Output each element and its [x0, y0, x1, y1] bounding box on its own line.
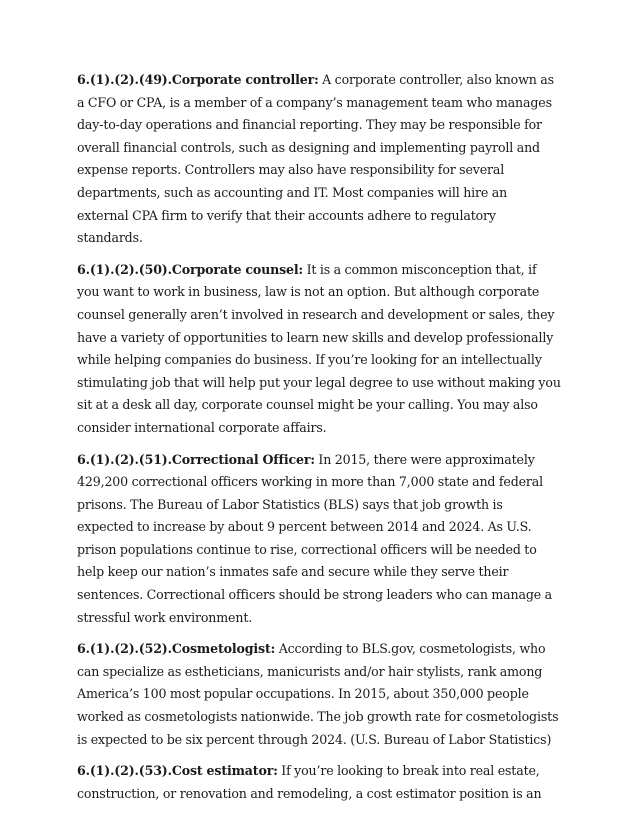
section-heading: 6.(1).(2).(49).Corporate controller: — [77, 72, 319, 87]
section-heading: 6.(1).(2).(52).Cosmetologist: — [77, 641, 276, 657]
section-body: In 2015, there were approximately 429,200 correctional officers working in more than 7,000 state and federal prisons. The Bureau of Labor Statistics (BLS) says that job growth is expected to increase by about 9 percent between 2014 and 2024. As U.S. prison populations continue to rise, correctional officers will be needed to help keep our nation’s inmates safe and secure while they serve their sentences. Correctional officers should be strong leaders who can manage a stressful work environment. — [77, 451, 552, 625]
section-cosmetologist — [77, 638, 561, 751]
section-corporate-counsel — [77, 259, 561, 440]
section-body: If you’re looking to break into real estate, construction, or renovation and remodeling, a cost estimator position is an — [77, 763, 542, 801]
section-body: According to BLS.gov, cosmetologists, who can specialize as estheticians, manicurists and/or hair stylists, rank among America’s 100 most popular occupations. In 2015, about 350,000 people worked as cosmetologists nationwide. The job growth rate for cosmetologists is expected to be six percent through 2024. (U.S. Bureau of Labor Statistics) — [77, 641, 559, 747]
section-body: A corporate controller, also known as a CFO or CPA, is a member of a company’s management team who manages day-to-day operations and financial reporting. They may be responsible for overall financial controls, such as designing and implementing payroll and expense reports. Controllers may also have responsibility for several departments, such as accounting and IT. Most companies will hire an external CPA firm to verify that their accounts adhere to regulatory standards. — [77, 72, 554, 246]
section-body: It is a common misconception that, if you want to work in business, law is not an option. But although corporate counsel generally aren’t involved in research and development or sales, they have a variety of opportunities to learn new skills and develop professionally while helping companies do business. If you’re looking for an intellectually stimulating job that will help put your legal degree to use without making you sit at a desk all day, corporate counsel might be your calling. You may also consider international corporate affairs. — [77, 261, 561, 435]
section-heading: 6.(1).(2).(51).Correctional Officer: — [77, 451, 315, 467]
section-heading: 6.(1).(2).(53).Cost estimator: — [77, 763, 278, 779]
section-heading: 6.(1).(2).(50).Corporate counsel: — [77, 261, 304, 277]
section-cost-estimator — [77, 760, 561, 805]
document-page — [77, 69, 561, 814]
section-corporate-controller — [77, 69, 561, 250]
section-correctional-officer — [77, 449, 561, 630]
